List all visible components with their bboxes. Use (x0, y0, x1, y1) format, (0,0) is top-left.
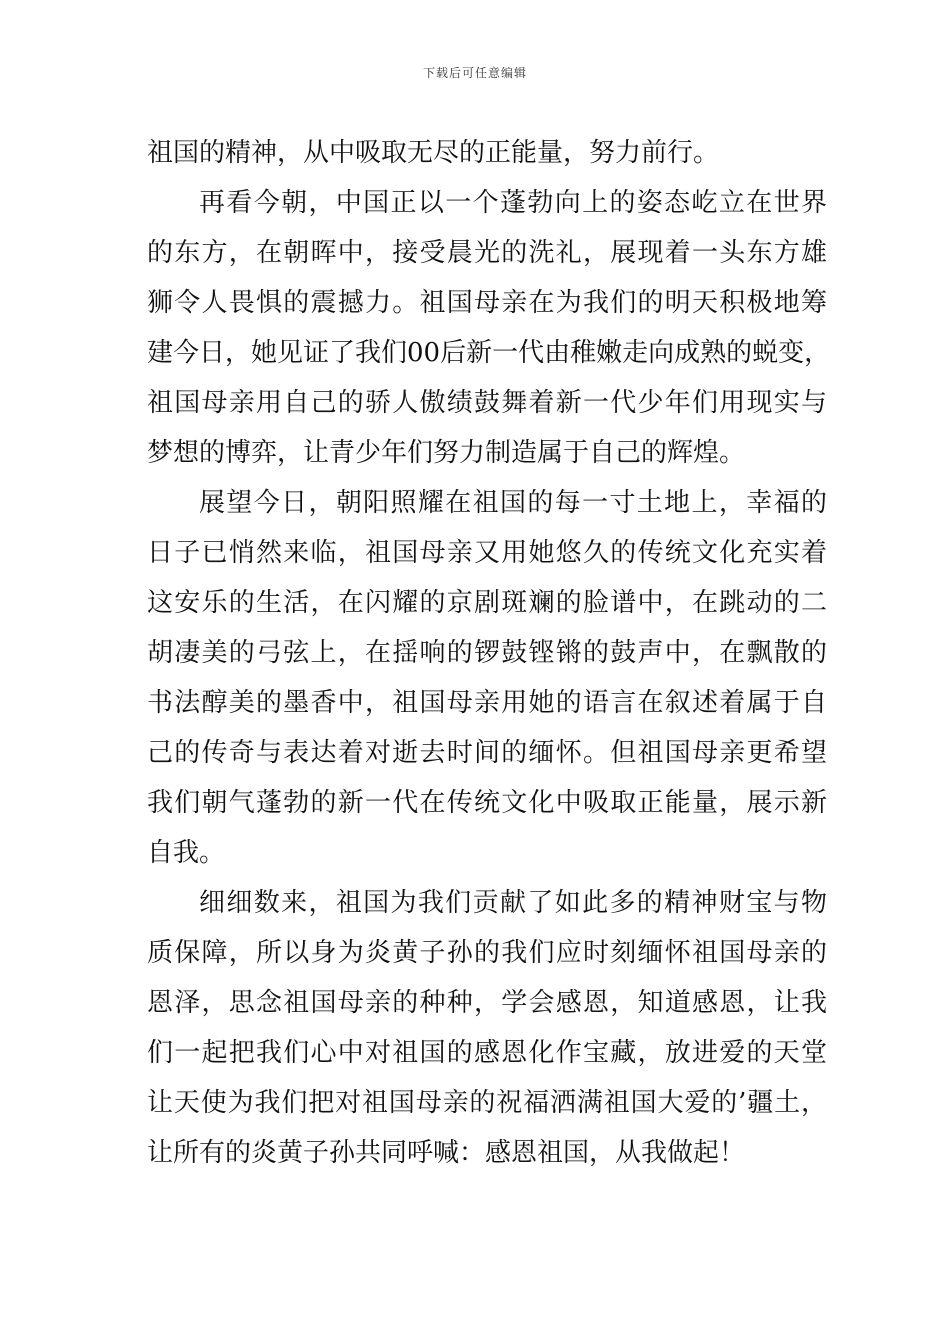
text-line: 书法醇美的墨香中，祖国母亲用她的语言在叙述着属于自 (147, 688, 827, 718)
text-line: 自我。 (147, 838, 226, 868)
text-line: 恩泽，思念祖国母亲的种种，学会感恩，知道感恩，让我 (147, 988, 827, 1018)
text-line: 狮令人畏惧的震撼力。祖国母亲在为我们的明天积极地筹 (147, 288, 827, 318)
text-line: 我们朝气蓬勃的新一代在传统文化中吸取正能量，展示新 (147, 788, 827, 818)
text-line: 质保障，所以身为炎黄子孙的我们应时刻缅怀祖国母亲的 (147, 938, 827, 968)
text-line: 这安乐的生活，在闪耀的京剧斑斓的脸谱中，在跳动的二 (147, 588, 827, 618)
text-line: 胡凄美的弓弦上，在揺响的锣鼓铿锵的鼓声中，在飘散的 (147, 638, 827, 668)
text-line: 祖国母亲用自己的骄人傲绩鼓舞着新一代少年们用现实与 (147, 388, 827, 418)
text-line: 祖国的精神，从中吸取无尽的正能量，努力前行。 (147, 138, 720, 168)
text-line: 展望今日，朝阳照耀在祖国的每一寸土地上，幸福的 (199, 488, 827, 518)
text-line: 让天使为我们把对祖国母亲的祝福洒满祖国大爱的’疆土， (147, 1088, 827, 1118)
text-line: 日子已悄然来临，祖国母亲又用她悠久的传统文化充实着 (147, 538, 827, 568)
text-line: 让所有的炎黄子孙共同呼喊：感恩祖国，从我做起！ (147, 1138, 746, 1168)
document-body (147, 128, 831, 1178)
text-line: 梦想的博弈，让青少年们努力制造属于自己的辉煌。 (147, 438, 746, 468)
text-line: 细细数来，祖国为我们贡献了如此多的精神财宝与物 (199, 888, 827, 918)
page-header-note: 下载后可任意编辑 (422, 66, 527, 80)
text-line: 们一起把我们心中对祖国的感恩化作宝藏，放进爱的天堂 (147, 1038, 827, 1068)
text-line: 的东方，在朝晖中，接受晨光的洗礼，展现着一头东方雄 (147, 238, 827, 268)
text-line: 己的传奇与表达着对逝去时间的缅怀。但祖国母亲更希望 (147, 738, 827, 768)
text-line: 再看今朝，中国正以一个蓬勃向上的姿态屹立在世界 (199, 188, 827, 218)
text-line: 建今日，她见证了我们00后新一代由稚嫩走向成熟的蜕变， (147, 338, 831, 368)
